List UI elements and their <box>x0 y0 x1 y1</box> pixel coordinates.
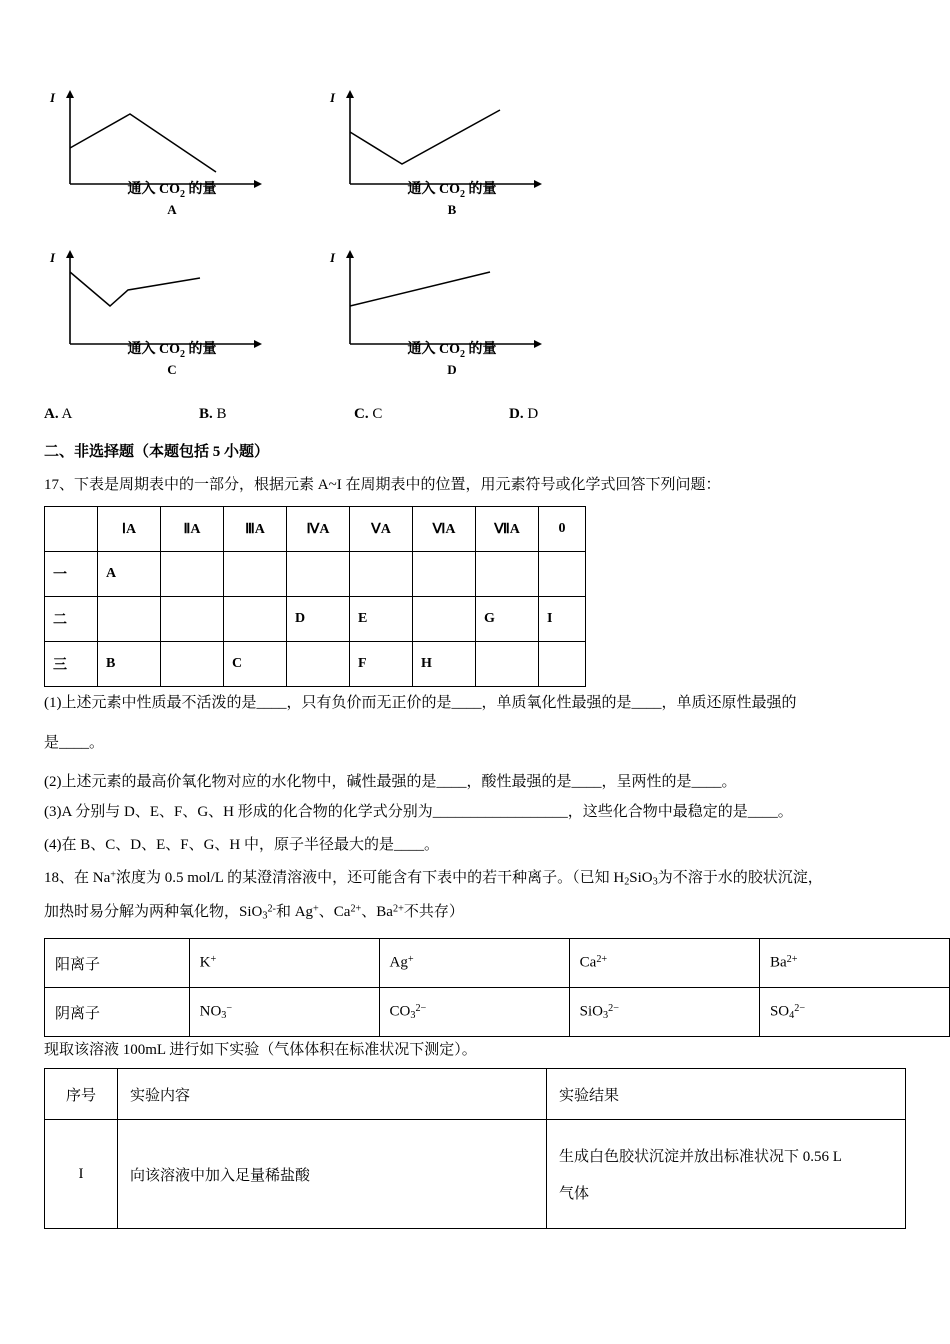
q18-l1-c: SiO <box>629 870 653 886</box>
ptable-header-va: ⅤA <box>350 507 413 552</box>
periodic-table-row-2 <box>45 597 586 642</box>
ptable-cell-r3c3: C <box>224 642 287 687</box>
ptable-cell-r3c6: H <box>413 642 476 687</box>
exp-row-result <box>547 1120 906 1229</box>
q18-l1-sub1: 2 <box>624 876 630 888</box>
exp-result-line-1: 生成白色胶状沉淀并放出标准状况下 0.56 L <box>559 1149 842 1165</box>
ion-anion-2: $CO_3^{2-}$ <box>379 988 569 1037</box>
graph-c-x-label: 通入 $CO_2$ 的量 <box>127 341 217 360</box>
q18-l1-d: 为不溶于水的胶状沉淀， <box>657 870 823 886</box>
ptable-cell-r2c6 <box>413 597 476 642</box>
option-b[interactable] <box>199 406 354 423</box>
option-b-key: B. <box>199 406 213 422</box>
ptable-cell-r1c6 <box>413 552 476 597</box>
ion-cation-3: $Ca^{2+}$ <box>569 939 759 988</box>
question-18-procedure-note: 现取该溶液 100mL 进行如下实验（气体体积在标准状况下测定）。 <box>44 1042 477 1058</box>
question-17-part-3 <box>44 805 793 820</box>
option-a-value: A <box>61 406 73 422</box>
q18-l2-sup2: + <box>313 903 319 915</box>
ptable-header-via: ⅥA <box>413 507 476 552</box>
ion-row-label-anion: 阴离子 <box>45 988 190 1037</box>
ptable-cell-r1c3 <box>224 552 287 597</box>
ion-anion-1: $NO_3^-$ <box>189 988 379 1037</box>
ptable-period-1: 一 <box>45 552 98 597</box>
ptable-cell-r3c4 <box>287 642 350 687</box>
q17-p3-before: (3)A 分别与 D、E、F、G、H 形成的化合物的化学式分别为 <box>44 804 433 820</box>
q18-l2-d: 、Ba <box>361 904 393 920</box>
ptable-cell-r1c1: A <box>98 552 161 597</box>
ion-anion-4: $SO_4^{2-}$ <box>759 988 949 1037</box>
q18-l1-b: 浓度为 0.5 mol/L 的某澄清溶液中，还可能含有下表中的若干种离子。（已知 H <box>116 870 625 886</box>
graph-row-top <box>44 84 564 218</box>
question-18-stem-line-1 <box>44 866 823 888</box>
ptable-cell-r2c5: E <box>350 597 413 642</box>
graph-a <box>44 84 284 218</box>
ion-table-cation-row <box>45 939 950 988</box>
section-heading: 二、非选择题（本题包括 5 小题） <box>44 444 270 460</box>
q18-l2-e: 不共存） <box>403 904 464 920</box>
ptable-cell-r1c7 <box>476 552 539 597</box>
q17-p3-blank: __________________ <box>432 804 568 820</box>
experiment-table <box>44 1068 906 1229</box>
graph-c-y-label: I <box>50 249 56 265</box>
q18-l2-a: 加热时易分解为两种氧化物，SiO <box>44 904 263 920</box>
exp-header-content: 实验内容 <box>118 1069 547 1120</box>
graph-b-letter: B <box>447 201 457 217</box>
graph-a-y-label: I <box>50 90 56 105</box>
ptable-header-zero: 0 <box>539 507 586 552</box>
ptable-cell-r3c7 <box>476 642 539 687</box>
exp-header-no: 序号 <box>45 1069 118 1120</box>
q18-l1-a-sup: + <box>110 869 116 881</box>
ion-cation-4: $Ba^{2+}$ <box>759 939 949 988</box>
option-d-key: D. <box>509 406 524 422</box>
graph-d-x-label: 通入 $CO_2$ 的量 <box>407 341 497 360</box>
ptable-header-iva: ⅣA <box>287 507 350 552</box>
ptable-cell-r2c3 <box>224 597 287 642</box>
periodic-table-header-row <box>45 507 586 552</box>
periodic-table <box>44 506 586 687</box>
exp-row-content: 向该溶液中加入足量稀盐酸 <box>118 1120 547 1229</box>
ptable-header-corner <box>45 507 98 552</box>
exp-row-no: I <box>45 1120 118 1229</box>
q18-l2-sub: 3 <box>262 910 268 922</box>
option-c[interactable] <box>354 406 509 423</box>
q18-l1-sub2: 3 <box>652 876 658 888</box>
ptable-cell-r2c7: G <box>476 597 539 642</box>
question-18-stem-line-2 <box>44 900 464 922</box>
periodic-table-row-3 <box>45 642 586 687</box>
q18-l2-sup: 2- <box>267 903 276 915</box>
graph-figure-group <box>44 84 564 378</box>
ptable-cell-r2c4: D <box>287 597 350 642</box>
graph-c-letter: C <box>167 361 177 377</box>
ptable-cell-r1c5 <box>350 552 413 597</box>
ptable-cell-r3c5: F <box>350 642 413 687</box>
ptable-cell-r1c2 <box>161 552 224 597</box>
graph-d <box>324 244 564 378</box>
ion-cation-2: Ag+ <box>379 939 569 988</box>
option-c-key: C. <box>354 406 369 422</box>
ptable-cell-r3c8 <box>539 642 586 687</box>
q18-l2-b: 和 Ag <box>275 904 314 920</box>
ptable-period-3: 三 <box>45 642 98 687</box>
exp-header-result: 实验结果 <box>547 1069 906 1120</box>
ion-table <box>44 938 950 1037</box>
q18-l2-sup4: 2+ <box>392 903 404 915</box>
ptable-header-iiia: ⅢA <box>224 507 287 552</box>
question-17-part-4: (4)在 B、C、D、E、F、G、H 中，原子半径最大的是____。 <box>44 837 440 853</box>
option-d-value: D <box>527 406 539 422</box>
q18-l2-c: 、Ca <box>318 904 351 920</box>
ptable-cell-r3c1: B <box>98 642 161 687</box>
option-c-value: C <box>372 406 383 422</box>
ptable-header-viia: ⅦA <box>476 507 539 552</box>
graph-d-y-label: I <box>330 249 336 265</box>
answer-options <box>44 406 664 423</box>
graph-a-letter: A <box>167 201 177 217</box>
ptable-cell-r1c8 <box>539 552 586 597</box>
periodic-table-row-1 <box>45 552 586 597</box>
ptable-cell-r3c2 <box>161 642 224 687</box>
experiment-table-header-row <box>45 1069 906 1120</box>
option-d[interactable] <box>509 406 664 423</box>
ion-anion-3: SiO$_3^{2-}$ <box>569 988 759 1037</box>
ptable-header-ia: ⅠA <box>98 507 161 552</box>
graph-b-x-label: 通入 $CO_2$ 的量 <box>407 182 497 200</box>
option-a[interactable] <box>44 406 199 423</box>
ion-row-label-cation: 阳离子 <box>45 939 190 988</box>
question-17-part-1-line-2: 是____。 <box>44 735 105 751</box>
q18-l2-sup3: 2+ <box>350 903 362 915</box>
experiment-table-row <box>45 1120 906 1229</box>
graph-d-letter: D <box>447 361 457 377</box>
question-17-stem: 17、下表是周期表中的一部分，根据元素 A~I 在周期表中的位置，用元素符号或化学式回答下列问题： <box>44 477 721 493</box>
option-a-key: A. <box>44 406 59 422</box>
option-b-value: B <box>216 406 227 422</box>
graph-a-x-label: 通入 $CO_2$ 的量 <box>127 182 217 200</box>
ptable-period-2: 二 <box>45 597 98 642</box>
graph-b-y-label: I <box>330 90 336 105</box>
graph-c <box>44 244 284 378</box>
q18-l1-a: 18、在 Na <box>44 870 111 886</box>
question-17-part-2: (2)上述元素的最高价氧化物对应的水化物中，碱性最强的是____，酸性最强的是____，呈两性的是____。 <box>44 774 737 790</box>
question-17-part-1-line-1: (1)上述元素中性质最不活泼的是____，只有负价而无正价的是____，单质氧化性最强的是____，单质还原性最强的 <box>44 695 797 711</box>
graph-b <box>324 84 564 218</box>
exp-result-line-2: 气体 <box>559 1186 590 1202</box>
ptable-cell-r2c2 <box>161 597 224 642</box>
ptable-cell-r2c8: I <box>539 597 586 642</box>
ptable-cell-r2c1 <box>98 597 161 642</box>
graph-row-bottom <box>44 244 564 378</box>
ptable-header-iia: ⅡA <box>161 507 224 552</box>
q17-p3-after: ，这些化合物中最稳定的是____。 <box>567 804 793 820</box>
ion-table-anion-row <box>45 988 950 1037</box>
ptable-cell-r1c4 <box>287 552 350 597</box>
ion-cation-1: K+ <box>189 939 379 988</box>
